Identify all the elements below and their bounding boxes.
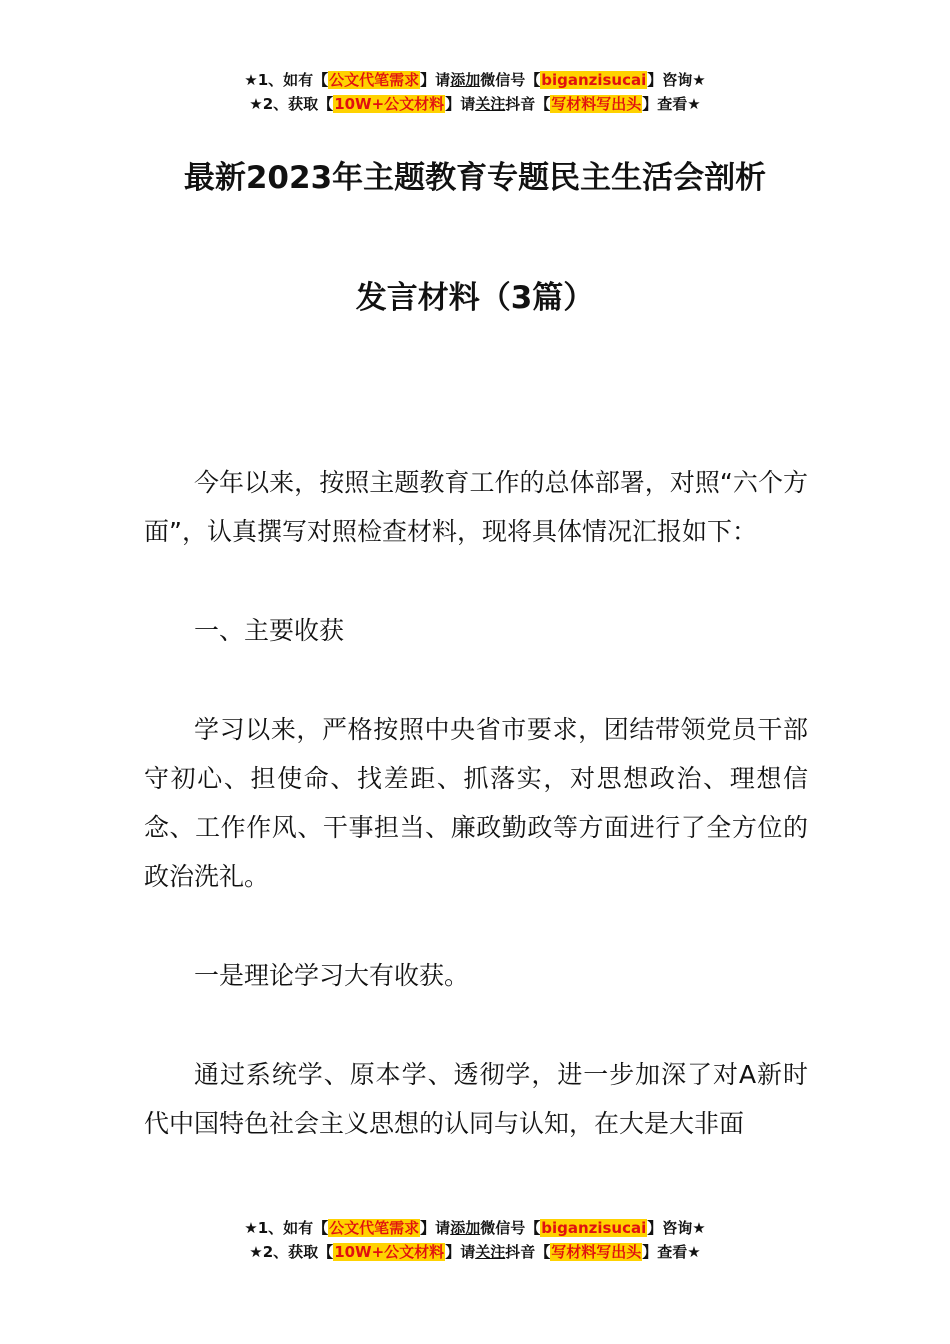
body-paragraph-intro: 今年以来，按照主题教育工作的总体部署，对照“六个方面”，认真撰写对照检查材料，现将具体情况汇报如下： xyxy=(144,468,808,546)
promo-line-consult xyxy=(0,68,950,92)
promo-highlight: 公文代笔需求 xyxy=(329,71,420,89)
document-title-line-1: 最新2023年主题教育专题民主生活会剖析 xyxy=(183,160,767,196)
promo-text: 】请 xyxy=(420,71,451,89)
promo-highlight: 公文代笔需求 xyxy=(329,1219,420,1237)
promo-text: 】查看★ xyxy=(642,1243,701,1261)
promo-text: 】请 xyxy=(445,1243,476,1261)
douyin-account-highlight: 写材料写出头 xyxy=(551,1243,642,1261)
body-paragraph: 通过系统学、原本学、透彻学，进一步加深了对A新时代中国特色社会主义思想的认同与认知，在大是大非面 xyxy=(144,1060,808,1138)
promo-text: 】查看★ xyxy=(642,95,701,113)
promo-underlined-text: 关注 xyxy=(475,1243,506,1261)
promo-text: ★1、如有【 xyxy=(244,71,329,89)
promo-text: 】请 xyxy=(420,1219,451,1237)
footer-promo-banner xyxy=(0,1216,950,1264)
promo-text: ★1、如有【 xyxy=(244,1219,329,1237)
wechat-id-highlight: biganzisucai xyxy=(541,71,647,89)
promo-text: 抖音【 xyxy=(505,1243,551,1261)
promo-text: ★2、获取【 xyxy=(249,95,334,113)
promo-text: 】咨询★ xyxy=(647,1219,706,1237)
promo-line-materials xyxy=(0,1240,950,1264)
section-heading: 一、主要收获 xyxy=(194,616,345,645)
body-paragraph: 学习以来，严格按照中央省市要求，团结带领党员干部守初心、担使命、找差距、抓落实，对思想政治、理想信念、工作作风、干事担当、廉政勤政等方面进行了全方位的政治洗礼。 xyxy=(144,715,808,891)
promo-line-consult xyxy=(0,1216,950,1240)
promo-text: 抖音【 xyxy=(505,95,551,113)
promo-underlined-text: 添加 xyxy=(450,71,481,89)
document-body xyxy=(144,458,808,1198)
header-promo-banner xyxy=(0,68,950,116)
promo-text: 】咨询★ xyxy=(647,71,706,89)
promo-text: 微信号【 xyxy=(480,1219,541,1237)
promo-underlined-text: 关注 xyxy=(475,95,506,113)
promo-line-materials xyxy=(0,92,950,116)
promo-text: ★2、获取【 xyxy=(249,1243,334,1261)
subsection-heading: 一是理论学习大有收获。 xyxy=(194,961,470,990)
document-title-line-2: 发言材料（3篇） xyxy=(355,280,595,316)
promo-text: 微信号【 xyxy=(480,71,541,89)
promo-highlight: 10W+公文材料 xyxy=(334,95,445,113)
promo-underlined-text: 添加 xyxy=(450,1219,481,1237)
douyin-account-highlight: 写材料写出头 xyxy=(551,95,642,113)
promo-text: 】请 xyxy=(445,95,476,113)
wechat-id-highlight: biganzisucai xyxy=(541,1219,647,1237)
promo-highlight: 10W+公文材料 xyxy=(334,1243,445,1261)
